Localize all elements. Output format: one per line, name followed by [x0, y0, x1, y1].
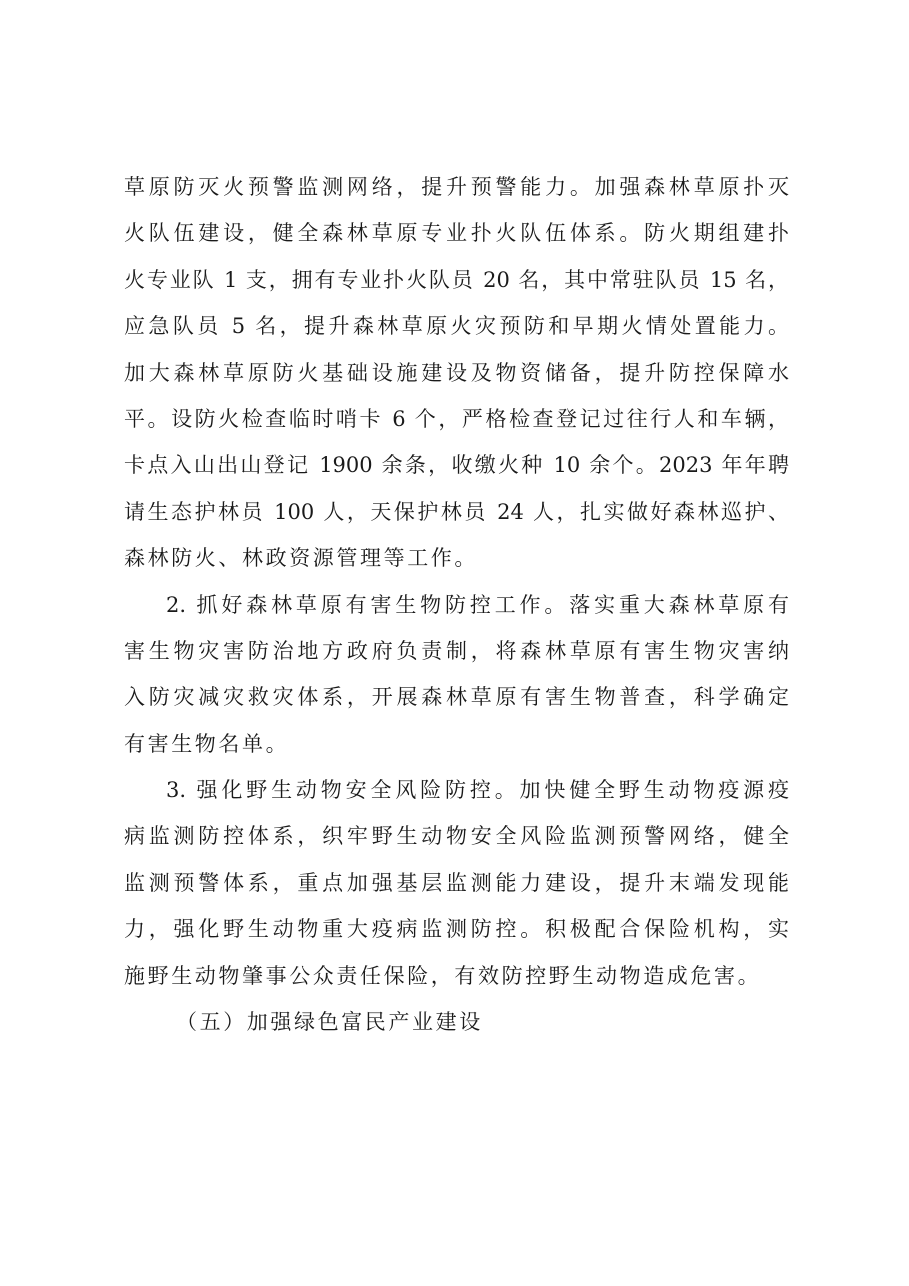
text-line: 加大森林草原防火基础设施建设及物资储备，提升防控保障水: [124, 360, 789, 385]
text-line: 3. 强化野生动物安全风险防控。加快健全野生动物疫源疫: [166, 778, 789, 803]
text-line: 请生态护林员 100 人，天保护林员 24 人，扎实做好森林巡护、: [124, 499, 789, 524]
text-line: 应急队员 5 名，提升森林草原火灾预防和早期火情处置能力。: [124, 314, 789, 339]
text-line: 火队伍建设，健全森林草原专业扑火队伍体系。防火期组建扑: [124, 221, 789, 246]
text-line: 力，强化野生动物重大疫病监测防控。积极配合保险机构，实: [124, 917, 789, 942]
text-line: 卡点入山出山登记 1900 余条，收缴火种 10 余个。2023 年年聘: [124, 453, 789, 478]
text-line: 病监测防控体系，织牢野生动物安全风险监测预警网络，健全: [124, 824, 789, 849]
paragraph-wildlife-risk: [124, 767, 789, 999]
text-line: 2. 抓好森林草原有害生物防控工作。落实重大森林草原有: [166, 592, 789, 617]
text-line: 森林防火、林政资源管理等工作。: [124, 546, 478, 571]
paragraph-pest-control: [124, 582, 789, 767]
document-body: [124, 164, 789, 1045]
text-line: 施野生动物肇事公众责任保险，有效防控野生动物造成危害。: [124, 963, 762, 988]
text-line: 草原防灭火预警监测网络，提升预警能力。加强森林草原扑灭: [124, 175, 789, 199]
text-line: 监测预警体系，重点加强基层监测能力建设，提升末端发现能: [124, 870, 789, 895]
text-line: 火专业队 1 支，拥有专业扑火队员 20 名，其中常驻队员 15 名，: [124, 267, 789, 292]
text-line: 平。设防火检查临时哨卡 6 个，严格检查登记过往行人和车辆，: [124, 406, 789, 431]
text-line: 入防灾减灾救灾体系，开展森林草原有害生物普查，科学确定: [124, 685, 789, 710]
paragraph-fire-prevention: [124, 164, 789, 581]
text-line: 害生物灾害防治地方政府负责制，将森林草原有害生物灾害纳: [124, 638, 789, 663]
text-line: 有害生物名单。: [124, 731, 290, 756]
section-heading: （五）加强绿色富民产业建设: [176, 1010, 483, 1035]
